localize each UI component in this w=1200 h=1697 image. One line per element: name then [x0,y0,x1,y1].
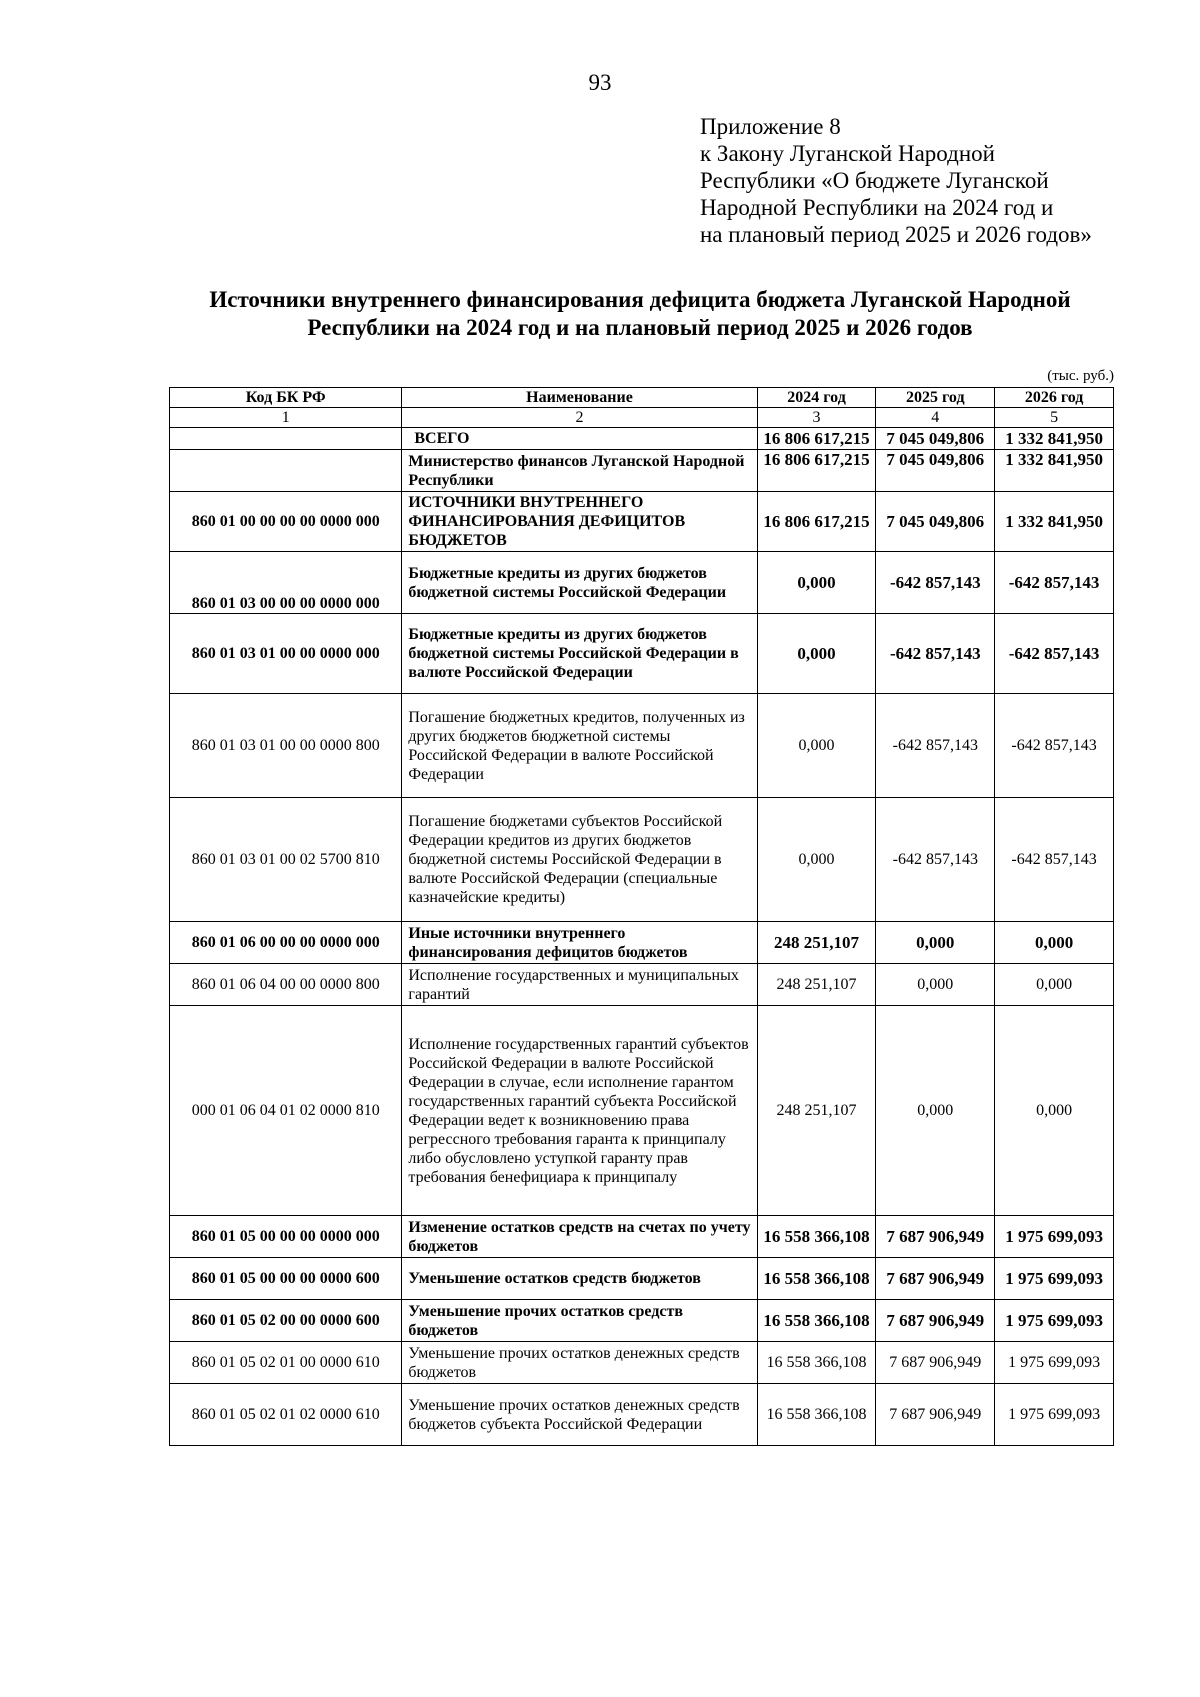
column-number: 1 [170,408,402,428]
row-value-2024: 16 558 366,108 [757,1258,876,1300]
row-code: 860 01 05 02 01 02 0000 610 [170,1384,402,1446]
row-name: Погашение бюджетных кредитов, полученных из других бюджетов бюджетной системы Российской Федерации в валюте Российской Федерации [402,694,757,798]
row-code: 860 01 03 01 00 00 0000 000 [170,614,402,694]
row-value-2025: 7 687 906,949 [876,1384,995,1446]
header-2025: 2025 год [876,388,995,408]
title-line: Республики на 2024 год и на плановый период 2025 и 2026 годов [307,315,973,340]
row-value-2025: 7 045 049,806 [876,450,995,492]
row-value-2025: 7 687 906,949 [876,1258,995,1300]
row-code: 860 01 03 00 00 00 0000 000 [170,552,402,614]
row-value-2024: 16 558 366,108 [757,1384,876,1446]
row-value-2025: -642 857,143 [876,552,995,614]
column-number: 3 [757,408,876,428]
appendix-line: Республики «О бюджете Луганской [700,168,1049,193]
row-name: Исполнение государственных гарантий субъектов Российской Федерации в валюте Российской Федерации в случае, если исполнение гарантом государственных гарантий субъекта Российской Федерации ведет к возникновению права регрессного требования гаранта к принципалу либо обусловлено уступкой гаранту прав требования бенефициара к принципалу [402,1006,757,1216]
header-name: Наименование [402,388,757,408]
table-row [170,1384,1114,1446]
row-value-2024: 248 251,107 [757,964,876,1006]
row-value-2026: 1 332 841,950 [995,492,1114,552]
row-code: 860 01 06 04 00 00 0000 800 [170,964,402,1006]
budget-sources-table [169,387,1114,1446]
row-value-2024: 16 806 617,215 [757,492,876,552]
header-2026: 2026 год [995,388,1114,408]
header-code: Код БК РФ [170,388,402,408]
appendix-line: на плановый период 2025 и 2026 годов» [700,222,1092,247]
table-row [170,450,1114,492]
units-label: (тыс. руб.) [1047,368,1114,384]
table-row [170,798,1114,922]
table-row [170,1216,1114,1258]
row-value-2026: -642 857,143 [995,694,1114,798]
row-name: Уменьшение прочих остатков денежных средств бюджетов [402,1342,757,1384]
column-number-row [170,408,1114,428]
table-row [170,1006,1114,1216]
row-value-2025: -642 857,143 [876,798,995,922]
row-code: 860 01 03 01 00 02 5700 810 [170,798,402,922]
row-name: Бюджетные кредиты из других бюджетов бюджетной системы Российской Федерации [402,552,757,614]
row-value-2026: 1 332 841,950 [995,450,1114,492]
document-title [150,286,1130,342]
row-code: 860 01 00 00 00 00 0000 000 [170,492,402,552]
row-value-2026: -642 857,143 [995,614,1114,694]
table-row [170,614,1114,694]
row-name: Изменение остатков средств на счетах по учету бюджетов [402,1216,757,1258]
row-value-2025: 7 687 906,949 [876,1300,995,1342]
row-value-2024: 16 806 617,215 [757,428,876,450]
row-name: Министерство финансов Луганской Народной Республики [402,450,757,492]
row-name: ВСЕГО [402,428,757,450]
table-row [170,492,1114,552]
appendix-note [700,113,1180,248]
row-value-2026: 0,000 [995,964,1114,1006]
row-code: 860 01 05 00 00 00 0000 600 [170,1258,402,1300]
row-value-2024: 16 558 366,108 [757,1342,876,1384]
row-value-2025: -642 857,143 [876,614,995,694]
row-value-2024: 248 251,107 [757,1006,876,1216]
page-number: 93 [588,70,612,95]
title-line: Источники внутреннего финансирования дефицита бюджета Луганской Народной [209,287,1071,312]
row-value-2025: 7 045 049,806 [876,492,995,552]
table-row [170,694,1114,798]
row-value-2024: 16 558 366,108 [757,1300,876,1342]
row-value-2026: -642 857,143 [995,798,1114,922]
row-value-2025: 0,000 [876,1006,995,1216]
row-value-2025: 7 045 049,806 [876,428,995,450]
header-2024: 2024 год [757,388,876,408]
row-value-2024: 248 251,107 [757,922,876,964]
row-name: Уменьшение остатков средств бюджетов [402,1258,757,1300]
table-row [170,1300,1114,1342]
row-value-2024: 0,000 [757,798,876,922]
table-row [170,964,1114,1006]
column-number: 5 [995,408,1114,428]
row-code: 860 01 05 00 00 00 0000 000 [170,1216,402,1258]
row-value-2024: 0,000 [757,694,876,798]
row-value-2026: -642 857,143 [995,552,1114,614]
table-row [170,552,1114,614]
row-code [170,428,402,450]
row-value-2025: -642 857,143 [876,694,995,798]
row-code: 860 01 06 00 00 00 0000 000 [170,922,402,964]
table-header-row [170,388,1114,408]
table-row [170,1342,1114,1384]
row-name: Иные источники внутреннего финансирования дефицитов бюджетов [402,922,757,964]
row-value-2026: 1 975 699,093 [995,1300,1114,1342]
row-code: 860 01 05 02 00 00 0000 600 [170,1300,402,1342]
row-name: Уменьшение прочих остатков денежных средств бюджетов субъекта Российской Федерации [402,1384,757,1446]
row-value-2025: 7 687 906,949 [876,1216,995,1258]
row-value-2026: 1 975 699,093 [995,1384,1114,1446]
row-name: Бюджетные кредиты из других бюджетов бюджетной системы Российской Федерации в валюте Российской Федерации [402,614,757,694]
row-value-2026: 1 975 699,093 [995,1342,1114,1384]
row-value-2024: 0,000 [757,614,876,694]
row-name: Погашение бюджетами субъектов Российской Федерации кредитов из других бюджетов бюджетной системы Российской Федерации в валюте Российской Федерации (специальные казначейские кредиты) [402,798,757,922]
row-value-2026: 1 975 699,093 [995,1258,1114,1300]
appendix-line: Приложение 8 [700,114,841,139]
row-value-2026: 0,000 [995,922,1114,964]
row-value-2025: 0,000 [876,964,995,1006]
row-value-2026: 1 332 841,950 [995,428,1114,450]
row-code: 860 01 03 01 00 00 0000 800 [170,694,402,798]
row-value-2024: 16 558 366,108 [757,1216,876,1258]
appendix-line: к Закону Луганской Народной [700,141,995,166]
table-row [170,922,1114,964]
row-code: 860 01 05 02 01 00 0000 610 [170,1342,402,1384]
column-number: 4 [876,408,995,428]
row-name: Исполнение государственных и муниципальных гарантий [402,964,757,1006]
row-value-2026: 0,000 [995,1006,1114,1216]
table-row [170,1258,1114,1300]
row-value-2024: 16 806 617,215 [757,450,876,492]
row-code: 000 01 06 04 01 02 0000 810 [170,1006,402,1216]
row-value-2025: 7 687 906,949 [876,1342,995,1384]
column-number: 2 [402,408,757,428]
row-value-2026: 1 975 699,093 [995,1216,1114,1258]
row-value-2025: 0,000 [876,922,995,964]
row-value-2024: 0,000 [757,552,876,614]
appendix-line: Народной Республики на 2024 год и [700,195,1054,220]
row-code [170,450,402,492]
row-name: ИСТОЧНИКИ ВНУТРЕННЕГО ФИНАНСИРОВАНИЯ ДЕФИЦИТОВ БЮДЖЕТОВ [402,492,757,552]
table-row [170,428,1114,450]
row-name: Уменьшение прочих остатков средств бюджетов [402,1300,757,1342]
